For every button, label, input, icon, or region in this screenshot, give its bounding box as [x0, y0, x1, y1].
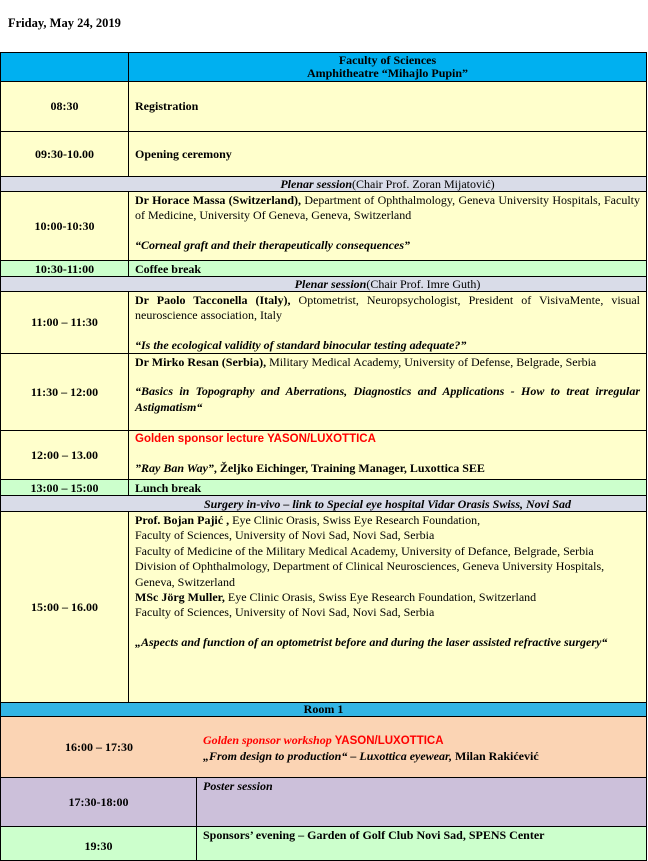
- talk-3-speaker: Dr Mirko Resan (Serbia),: [135, 355, 267, 369]
- evening-label: Sponsors’ evening – Garden of Golf Club Novi Sad, SPENS Center: [203, 828, 545, 842]
- registration-label: Registration: [135, 99, 199, 114]
- room-header: [0, 702, 647, 717]
- workshop-presenter: Milan Rakićević: [452, 749, 539, 764]
- talk-1-affiliation: Department of Ophthalmology, Geneva University Hospitals, Faculty of Medicine, University Of Geneva, Geneva, Switzerland: [135, 193, 641, 223]
- talk-1-speaker: Dr Horace Massa (Switzerland),: [135, 193, 302, 207]
- lunch-time: 13:00 – 15:00: [1, 480, 129, 495]
- venue-header: [0, 52, 647, 82]
- plenar-1-title: Plenar session: [280, 177, 353, 191]
- talk-1-title: “Corneal graft and their therapeutically consequences”: [135, 237, 411, 252]
- opening-label: Opening ceremony: [135, 146, 232, 161]
- talk-5-affil-1d: Division of Ophthalmology, Department of Clinical Neurosciences, Geneva University Hospitals, Geneva, Switzerland: [135, 559, 605, 589]
- plenar-2-chair: (Chair Prof. Imre Guth): [366, 277, 481, 291]
- talk-3-affiliation: Military Medical Academy, University of Defense, Belgrade, Serbia: [266, 355, 597, 369]
- talk-5-speaker-1: Prof. Bojan Pajić ,: [135, 513, 230, 527]
- coffee-row: [0, 260, 647, 277]
- workshop-row: [0, 716, 647, 778]
- talk-3-title: “Basics in Topography and Aberrations, Diagnostics and Applications - How to treat irregular Astigmatism“: [135, 384, 640, 414]
- talk-5-affil-2a: Eye Clinic Orasis, Swiss Eye Research Foundation, Switzerland: [224, 590, 537, 605]
- plenar-1-chair: (Chair Prof. Zoran Mijatović): [352, 177, 495, 191]
- talk-5-affil-1c: Faculty of Medicine of the Military Medical Academy, University of Defance, Belgrade, Serbia: [135, 543, 594, 558]
- poster-time: 17:30-18:00: [1, 778, 197, 826]
- talk-3-time: 11:30 – 12:00: [1, 354, 129, 430]
- workshop-title: „From design to production“ – Luxottica eyewear,: [203, 749, 453, 764]
- workshop-sponsor-prefix: Golden sponsor workshop: [203, 733, 332, 747]
- registration-time: 08:30: [1, 82, 129, 131]
- talk-4-title: ”Ray Ban Way”: [135, 461, 214, 476]
- plenar-2-title: Plenar session: [294, 277, 367, 291]
- plenar-session-2: [0, 276, 647, 292]
- talk-4-sponsor: Golden sponsor lecture YASON/LUXOTTICA: [135, 433, 376, 445]
- lunch-label: Lunch break: [135, 481, 202, 495]
- talk-2-affiliation: Optometrist, Neuropsychologist, President of VisivaMente, visual neuroscience association, Italy: [135, 293, 641, 323]
- talk-2-row: [0, 291, 647, 354]
- poster-label: Poster session: [203, 779, 273, 793]
- surgery-label: Surgery in-vivo – link to Special eye hospital Vidar Orasis Swiss, Novi Sad: [203, 496, 572, 511]
- workshop-time: 16:00 – 17:30: [65, 739, 133, 754]
- talk-5-title: „Aspects and function of an optometrist before and during the laser assisted refractive surgery“: [135, 634, 608, 649]
- venue-line2: Amphitheatre “Mihajlo Pupin”: [306, 66, 469, 80]
- room-label: Room 1: [303, 702, 344, 716]
- opening-row: [0, 131, 647, 177]
- talk-3-row: [0, 353, 647, 431]
- talk-5-speaker-2: MSc Jörg Muller,: [135, 590, 225, 605]
- opening-time: 09:30-10.00: [1, 132, 129, 176]
- venue-line1: Faculty of Sciences: [338, 53, 437, 67]
- talk-2-title: “Is the ecological validity of standard binocular testing adequate?”: [135, 337, 467, 352]
- talk-5-affil-2b: Faculty of Sciences, University of Novi Sad, Novi Sad, Serbia: [135, 605, 435, 620]
- talk-1-time: 10:00-10:30: [1, 192, 129, 260]
- lunch-row: [0, 479, 647, 496]
- surgery-row: [0, 495, 647, 512]
- talk-5-row: [0, 511, 647, 703]
- poster-row: [0, 777, 647, 827]
- talk-5-affil-1b: Faculty of Sciences, University of Novi Sad, Novi Sad, Serbia: [135, 528, 435, 543]
- talk-5-time: 15:00 – 16.00: [1, 512, 129, 702]
- talk-1-row: [0, 191, 647, 261]
- talk-2-speaker: Dr Paolo Tacconella (Italy),: [135, 293, 291, 307]
- evening-time: 19:30: [1, 827, 197, 860]
- talk-4-row: [0, 430, 647, 480]
- workshop-sponsor-name: YASON/LUXOTTICA: [331, 735, 444, 747]
- plenar-session-1: [0, 176, 647, 192]
- coffee-label: Coffee break: [135, 262, 202, 276]
- talk-4-presenter: , Željko Eichinger, Training Manager, Luxottica SEE: [213, 461, 485, 476]
- evening-row: [0, 826, 647, 861]
- coffee-time: 10:30-11:00: [1, 261, 129, 276]
- talk-5-affil-1a: Eye Clinic Orasis, Swiss Eye Research Foundation,: [229, 513, 481, 527]
- talk-4-time: 12:00 – 13.00: [1, 431, 129, 479]
- schedule-date: Friday, May 24, 2019: [8, 16, 121, 30]
- registration-row: [0, 81, 647, 132]
- talk-2-time: 11:00 – 11:30: [1, 292, 129, 353]
